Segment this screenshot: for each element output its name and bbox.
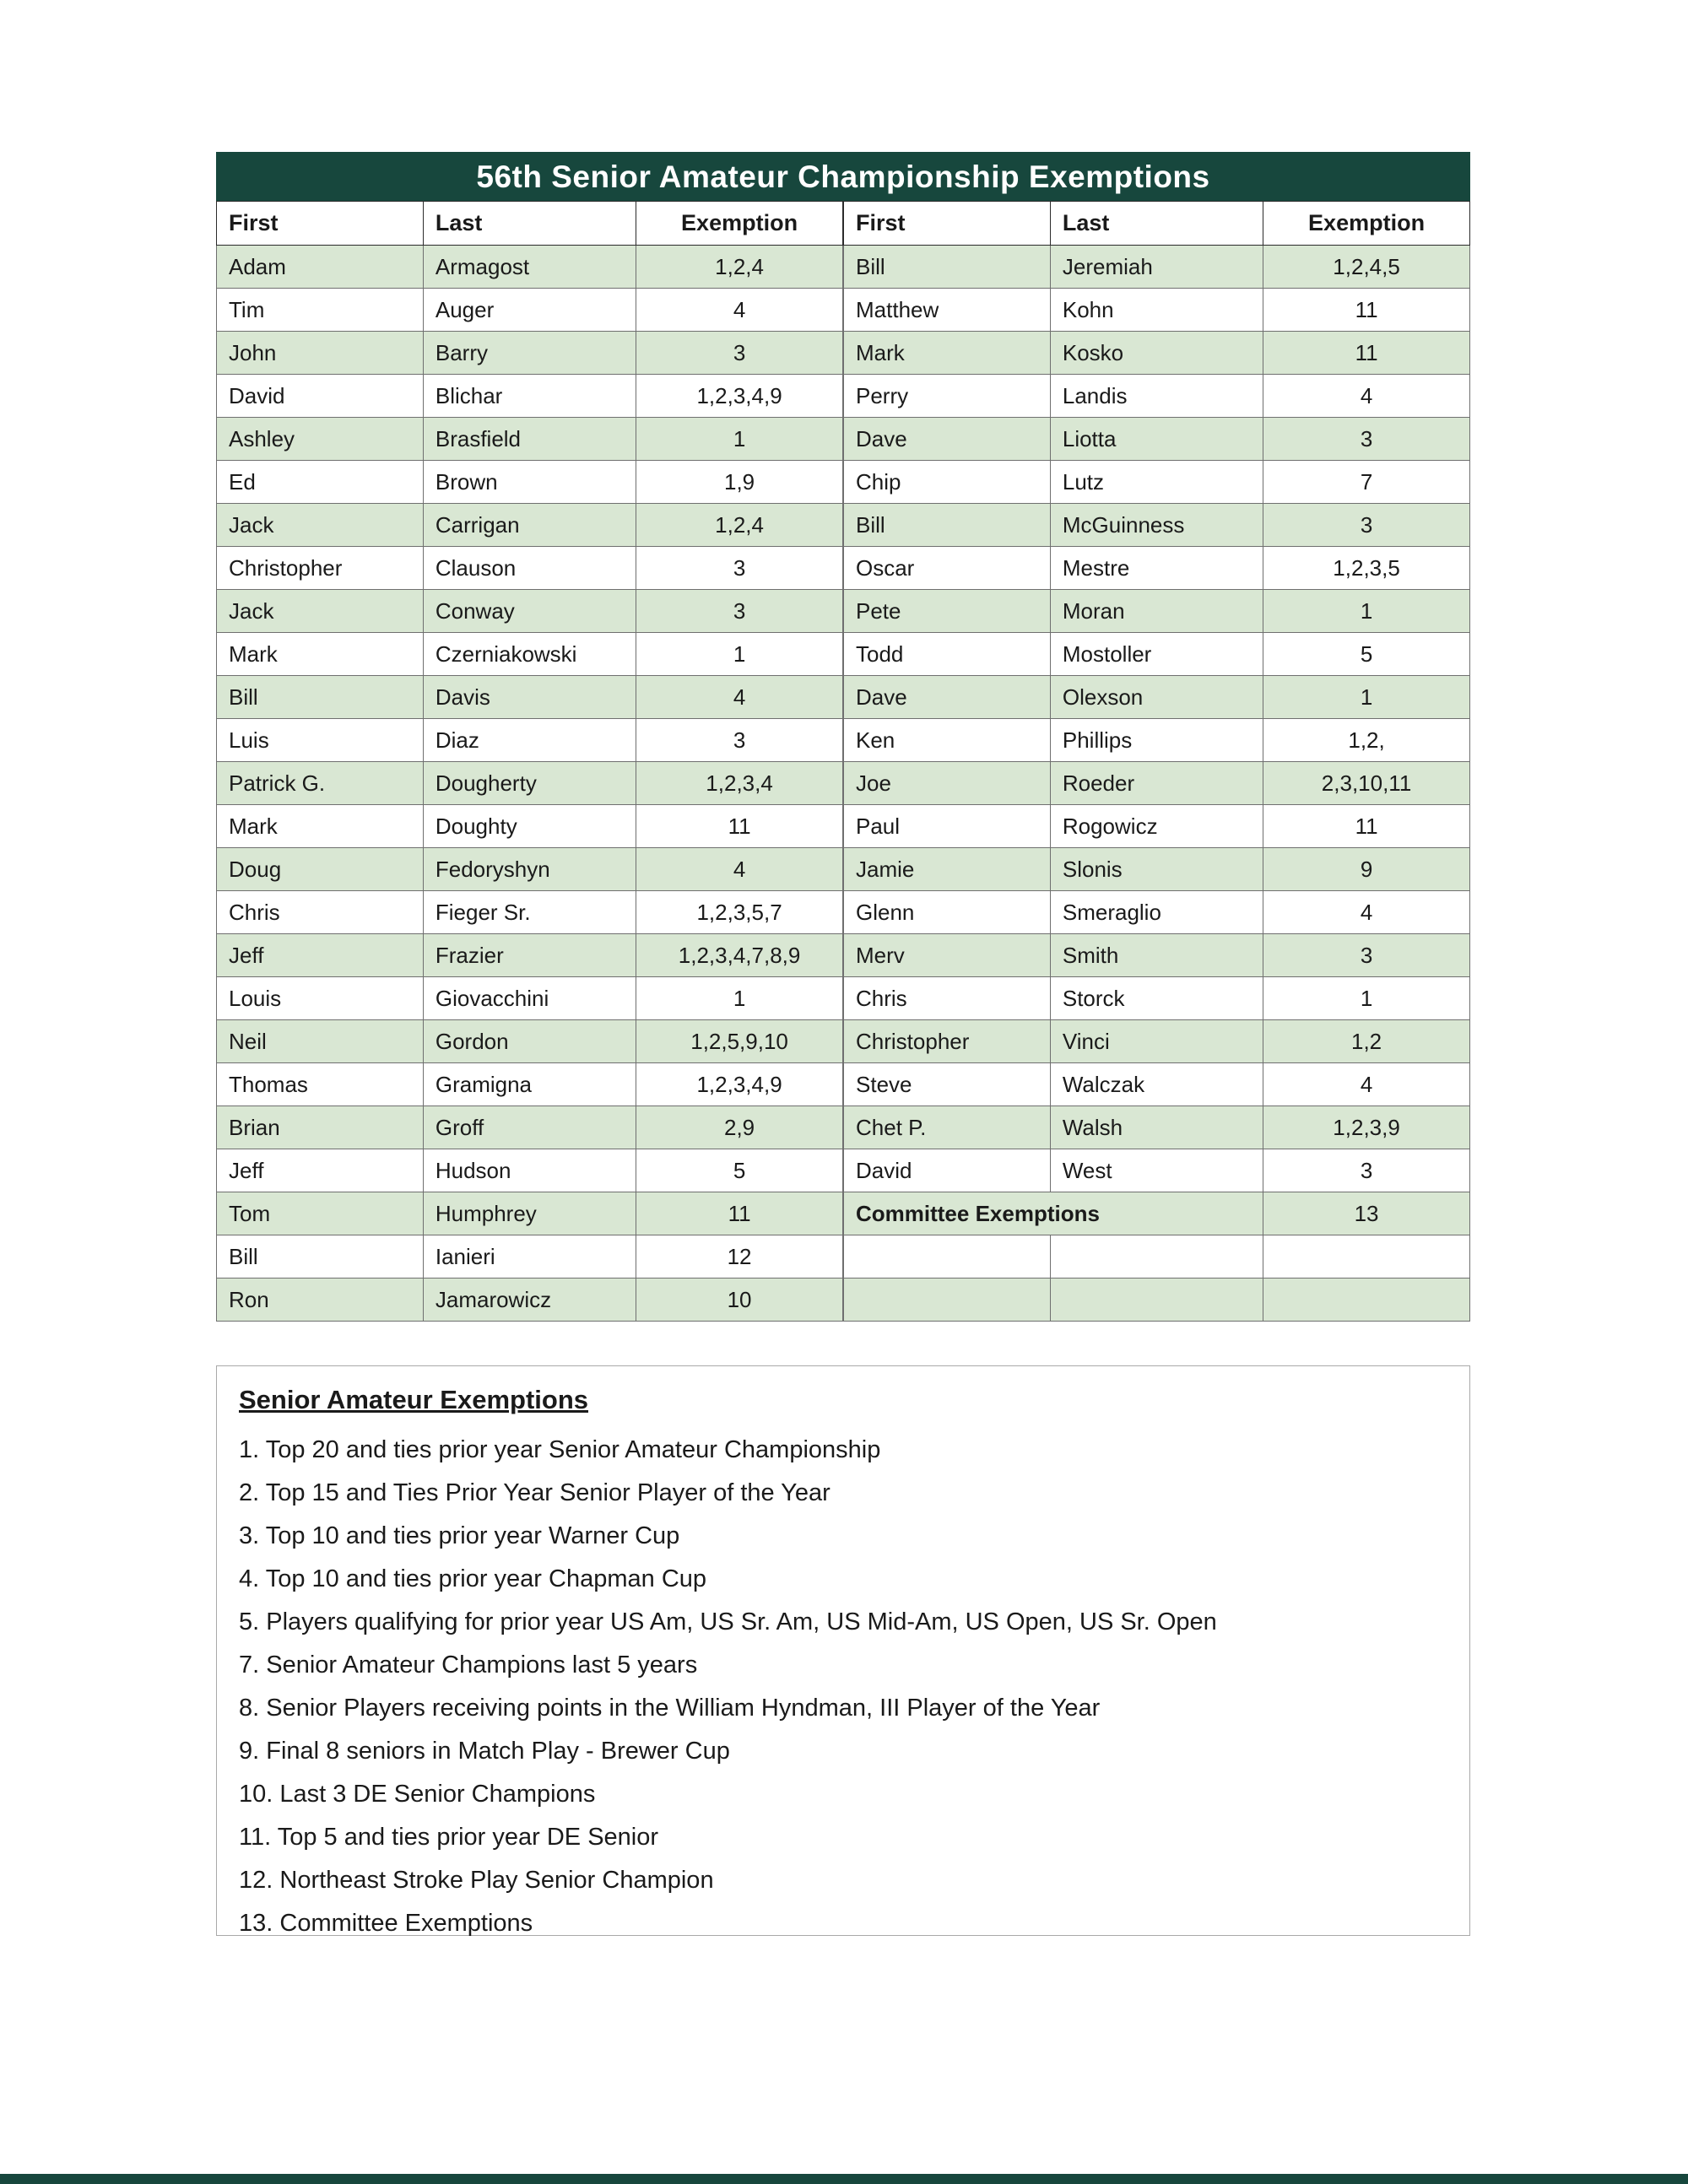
- cell-last: Mostoller: [1050, 633, 1263, 676]
- cell-first: Joe: [844, 762, 1051, 805]
- cell-first: Chris: [844, 977, 1051, 1020]
- cell-last: Barry: [423, 332, 636, 375]
- table-row: [217, 1020, 843, 1063]
- cell-exemption: 1,2,3,4,9: [636, 375, 843, 418]
- table-row: [217, 1279, 843, 1322]
- cell-last: Walczak: [1050, 1063, 1263, 1106]
- cell-last: Kohn: [1050, 289, 1263, 332]
- cell-first: Thomas: [217, 1063, 424, 1106]
- cell-last: Conway: [423, 590, 636, 633]
- cell-last: Carrigan: [423, 504, 636, 547]
- table-row: [217, 676, 843, 719]
- cell-first: Pete: [844, 590, 1051, 633]
- cell-first: Jack: [217, 504, 424, 547]
- cell-last: Jeremiah: [1050, 246, 1263, 289]
- legend-item: 5. Players qualifying for prior year US Am, US Sr. Am, US Mid-Am, US Open, US Sr. Open: [239, 1608, 1217, 1635]
- table-row: [844, 805, 1470, 848]
- cell-first: Louis: [217, 977, 424, 1020]
- cell-exemption: 1,2,4: [636, 504, 843, 547]
- cell-exemption: 1: [1263, 590, 1470, 633]
- cell-exemption: 1: [636, 418, 843, 461]
- cell-exemption: 3: [636, 332, 843, 375]
- cell-last: Storck: [1050, 977, 1263, 1020]
- exemptions-table-left: [216, 201, 843, 1322]
- table-row: [217, 547, 843, 590]
- column-header-exemption: Exemption: [1263, 202, 1470, 246]
- cell-exemption: 11: [636, 805, 843, 848]
- cell-exemption: 1,2,3,4: [636, 762, 843, 805]
- cell-last: Armagost: [423, 246, 636, 289]
- table-row: [844, 934, 1470, 977]
- cell-last: Moran: [1050, 590, 1263, 633]
- cell-exemption: 4: [636, 848, 843, 891]
- table-row: [844, 1279, 1470, 1322]
- cell-last: Doughty: [423, 805, 636, 848]
- cell-last: Fieger Sr.: [423, 891, 636, 934]
- cell-first: Merv: [844, 934, 1051, 977]
- table-row: [844, 1235, 1470, 1279]
- cell-first: Perry: [844, 375, 1051, 418]
- cell-first: David: [844, 1149, 1051, 1192]
- cell-first: Matthew: [844, 289, 1051, 332]
- column-header-last: Last: [423, 202, 636, 246]
- table-row: [844, 547, 1470, 590]
- cell-first: Dave: [844, 676, 1051, 719]
- cell-last: Landis: [1050, 375, 1263, 418]
- table-row: [217, 375, 843, 418]
- cell-exemption: 5: [636, 1149, 843, 1192]
- cell-exemption: 7: [1263, 461, 1470, 504]
- cell-exemption: 1,2,3,4,7,8,9: [636, 934, 843, 977]
- table-row: [844, 977, 1470, 1020]
- table-row: [844, 375, 1470, 418]
- cell-exemption: 11: [1263, 332, 1470, 375]
- cell-exemption: 1: [1263, 977, 1470, 1020]
- cell-last: Lutz: [1050, 461, 1263, 504]
- cell-first: Doug: [217, 848, 424, 891]
- column-header-exemption: Exemption: [636, 202, 843, 246]
- table-row: [217, 848, 843, 891]
- cell-exemption: 3: [1263, 1149, 1470, 1192]
- legend-item: 3. Top 10 and ties prior year Warner Cup: [239, 1522, 680, 1549]
- table-row: [217, 805, 843, 848]
- cell-exemption: 3: [1263, 504, 1470, 547]
- cell-exemption: 11: [1263, 805, 1470, 848]
- cell-first: Chip: [844, 461, 1051, 504]
- table-row: [844, 461, 1470, 504]
- table-row: [217, 1235, 843, 1279]
- cell-last: Smith: [1050, 934, 1263, 977]
- cell-exemption: 1,2,: [1263, 719, 1470, 762]
- legend-item: 7. Senior Amateur Champions last 5 years: [239, 1652, 698, 1679]
- exemptions-tables: [216, 201, 1470, 1322]
- table-row: [844, 590, 1470, 633]
- cell-exemption: 3: [636, 590, 843, 633]
- cell-last: [1050, 1279, 1263, 1322]
- cell-exemption: 4: [636, 289, 843, 332]
- cell-exemption: 4: [1263, 1063, 1470, 1106]
- cell-exemption: 4: [1263, 375, 1470, 418]
- cell-first: Luis: [217, 719, 424, 762]
- cell-first: Dave: [844, 418, 1051, 461]
- cell-exemption: 2,9: [636, 1106, 843, 1149]
- cell-first: Tim: [217, 289, 424, 332]
- table-row: [217, 633, 843, 676]
- cell-exemption: 1: [636, 633, 843, 676]
- cell-exemption: 10: [636, 1279, 843, 1322]
- table-title: 56th Senior Amateur Championship Exemptions: [216, 152, 1470, 201]
- cell-last: Groff: [423, 1106, 636, 1149]
- exemptions-table-right: [843, 201, 1470, 1322]
- cell-last: Brasfield: [423, 418, 636, 461]
- cell-exemption: 4: [1263, 891, 1470, 934]
- cell-first: Bill: [217, 676, 424, 719]
- table-row: [217, 1192, 843, 1235]
- cell-first: [844, 1235, 1051, 1279]
- table-row: [844, 891, 1470, 934]
- cell-last: Fedoryshyn: [423, 848, 636, 891]
- cell-last: Jamarowicz: [423, 1279, 636, 1322]
- cell-exemption: 13: [1263, 1192, 1470, 1235]
- cell-first: Jack: [217, 590, 424, 633]
- cell-last: Brown: [423, 461, 636, 504]
- table-row: [217, 289, 843, 332]
- cell-last: Rogowicz: [1050, 805, 1263, 848]
- legend-item: 10. Last 3 DE Senior Champions: [239, 1781, 596, 1808]
- cell-last: Slonis: [1050, 848, 1263, 891]
- legend-items: [239, 1429, 1447, 1945]
- cell-exemption: 1,2: [1263, 1020, 1470, 1063]
- header-row: [217, 202, 843, 246]
- cell-exemption: 1: [1263, 676, 1470, 719]
- cell-last: Dougherty: [423, 762, 636, 805]
- cell-exemption: 11: [1263, 289, 1470, 332]
- table-row: [217, 1149, 843, 1192]
- table-row: [217, 762, 843, 805]
- table-row: [217, 418, 843, 461]
- cell-last: Mestre: [1050, 547, 1263, 590]
- table-row: [844, 246, 1470, 289]
- cell-first: Bill: [217, 1235, 424, 1279]
- legend-box: [216, 1365, 1470, 1936]
- table-row: [217, 891, 843, 934]
- cell-first: Glenn: [844, 891, 1051, 934]
- cell-last: Walsh: [1050, 1106, 1263, 1149]
- cell-exemption: 2,3,10,11: [1263, 762, 1470, 805]
- cell-last: Diaz: [423, 719, 636, 762]
- cell-first: David: [217, 375, 424, 418]
- cell-first: Paul: [844, 805, 1051, 848]
- cell-exemption: 9: [1263, 848, 1470, 891]
- cell-last: Gramigna: [423, 1063, 636, 1106]
- cell-exemption: 3: [1263, 418, 1470, 461]
- cell-first: Brian: [217, 1106, 424, 1149]
- cell-exemption: 4: [636, 676, 843, 719]
- cell-last: Hudson: [423, 1149, 636, 1192]
- cell-first: Christopher: [217, 547, 424, 590]
- table-row: [217, 590, 843, 633]
- table-row: [217, 504, 843, 547]
- table-row: [844, 1149, 1470, 1192]
- table-row: [844, 1106, 1470, 1149]
- cell-last: Ianieri: [423, 1235, 636, 1279]
- cell-last: Czerniakowski: [423, 633, 636, 676]
- cell-last: [1050, 1235, 1263, 1279]
- legend-item: 1. Top 20 and ties prior year Senior Amateur Championship: [239, 1436, 881, 1463]
- cell-exemption: 1,9: [636, 461, 843, 504]
- table-row: [844, 676, 1470, 719]
- cell-exemption: [1263, 1235, 1470, 1279]
- cell-first: Jeff: [217, 1149, 424, 1192]
- table-row: [217, 332, 843, 375]
- cell-first: Mark: [844, 332, 1051, 375]
- cell-first: Ed: [217, 461, 424, 504]
- cell-exemption: 1,2,3,5: [1263, 547, 1470, 590]
- table-row: [844, 289, 1470, 332]
- table-row: [844, 332, 1470, 375]
- cell-exemption: 1: [636, 977, 843, 1020]
- cell-last: West: [1050, 1149, 1263, 1192]
- table-row: [844, 633, 1470, 676]
- cell-last: Clauson: [423, 547, 636, 590]
- legend-item: 9. Final 8 seniors in Match Play - Brewer Cup: [239, 1738, 730, 1765]
- footer-bar: [0, 2174, 1688, 2184]
- cell-first: Chet P.: [844, 1106, 1051, 1149]
- table-row: [217, 1106, 843, 1149]
- cell-first: [844, 1279, 1051, 1322]
- cell-first: Bill: [844, 504, 1051, 547]
- table-row: [844, 1063, 1470, 1106]
- cell-exemption: 3: [636, 719, 843, 762]
- legend-item: 12. Northeast Stroke Play Senior Champion: [239, 1867, 714, 1894]
- table-row: [217, 719, 843, 762]
- legend-item: 2. Top 15 and Ties Prior Year Senior Player of the Year: [239, 1479, 830, 1506]
- cell-first: John: [217, 332, 424, 375]
- cell-last: Frazier: [423, 934, 636, 977]
- cell-first: Oscar: [844, 547, 1051, 590]
- table-row: [844, 1192, 1470, 1235]
- cell-exemption: 3: [636, 547, 843, 590]
- cell-first: Patrick G.: [217, 762, 424, 805]
- cell-last: Kosko: [1050, 332, 1263, 375]
- exemptions-table-block: [216, 152, 1470, 1322]
- cell-last: Giovacchini: [423, 977, 636, 1020]
- table-row: [844, 1020, 1470, 1063]
- legend-item: 4. Top 10 and ties prior year Chapman Cup: [239, 1565, 707, 1592]
- cell-last: Smeraglio: [1050, 891, 1263, 934]
- cell-last: Vinci: [1050, 1020, 1263, 1063]
- legend-title: Senior Amateur Exemptions: [239, 1385, 589, 1414]
- cell-first: Neil: [217, 1020, 424, 1063]
- cell-first: Bill: [844, 246, 1051, 289]
- cell-first: Jeff: [217, 934, 424, 977]
- cell-exemption: 1,2,3,5,7: [636, 891, 843, 934]
- legend-item: 13. Committee Exemptions: [239, 1910, 533, 1937]
- cell-last: Auger: [423, 289, 636, 332]
- cell-last: McGuinness: [1050, 504, 1263, 547]
- cell-last: Roeder: [1050, 762, 1263, 805]
- cell-last: Phillips: [1050, 719, 1263, 762]
- cell-exemption: 1,2,3,4,9: [636, 1063, 843, 1106]
- cell-first: Jamie: [844, 848, 1051, 891]
- table-row: [844, 504, 1470, 547]
- cell-first: Mark: [217, 633, 424, 676]
- cell-committee-exemptions-label: Committee Exemptions: [844, 1192, 1263, 1235]
- table-row: [217, 934, 843, 977]
- header-row: [844, 202, 1470, 246]
- table-row: [217, 1063, 843, 1106]
- cell-exemption: 3: [1263, 934, 1470, 977]
- cell-exemption: 1,2,4,5: [1263, 246, 1470, 289]
- cell-first: Adam: [217, 246, 424, 289]
- table-row: [217, 461, 843, 504]
- table-row: [844, 848, 1470, 891]
- cell-exemption: [1263, 1279, 1470, 1322]
- cell-first: Ashley: [217, 418, 424, 461]
- column-header-first: First: [217, 202, 424, 246]
- cell-last: Blichar: [423, 375, 636, 418]
- cell-exemption: 12: [636, 1235, 843, 1279]
- cell-first: Ron: [217, 1279, 424, 1322]
- table-row: [844, 418, 1470, 461]
- table-row: [844, 762, 1470, 805]
- cell-exemption: 1,2,4: [636, 246, 843, 289]
- column-header-last: Last: [1050, 202, 1263, 246]
- cell-last: Gordon: [423, 1020, 636, 1063]
- cell-exemption: 1,2,5,9,10: [636, 1020, 843, 1063]
- cell-first: Chris: [217, 891, 424, 934]
- legend-item: 11. Top 5 and ties prior year DE Senior: [239, 1824, 659, 1851]
- cell-last: Olexson: [1050, 676, 1263, 719]
- cell-last: Liotta: [1050, 418, 1263, 461]
- column-header-first: First: [844, 202, 1051, 246]
- cell-first: Todd: [844, 633, 1051, 676]
- table-row: [844, 719, 1470, 762]
- cell-last: Humphrey: [423, 1192, 636, 1235]
- table-row: [217, 246, 843, 289]
- cell-exemption: 1,2,3,9: [1263, 1106, 1470, 1149]
- table-row: [217, 977, 843, 1020]
- cell-last: Davis: [423, 676, 636, 719]
- cell-first: Tom: [217, 1192, 424, 1235]
- cell-first: Ken: [844, 719, 1051, 762]
- legend-item: 8. Senior Players receiving points in the William Hyndman, III Player of the Year: [239, 1695, 1101, 1722]
- cell-first: Mark: [217, 805, 424, 848]
- cell-first: Christopher: [844, 1020, 1051, 1063]
- cell-exemption: 11: [636, 1192, 843, 1235]
- cell-first: Steve: [844, 1063, 1051, 1106]
- cell-exemption: 5: [1263, 633, 1470, 676]
